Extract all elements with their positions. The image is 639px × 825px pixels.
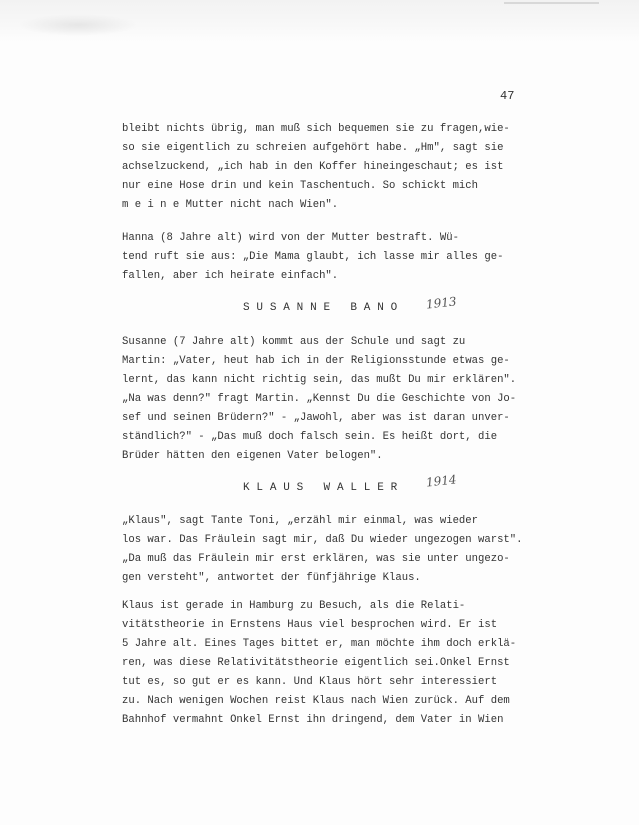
text-line: m e i n e Mutter nicht nach Wien". bbox=[122, 199, 339, 211]
text-line: „Na was denn?" fragt Martin. „Kennst Du die Geschichte von Jo- bbox=[122, 393, 517, 405]
text-line: nur eine Hose drin und kein Taschentuch. So schickt mich bbox=[122, 180, 479, 192]
scan-corner-mark bbox=[504, 2, 599, 4]
scan-smudge bbox=[18, 14, 138, 36]
text-line: Klaus ist gerade in Hamburg zu Besuch, als die Relati- bbox=[122, 600, 466, 612]
text-line: Susanne (7 Jahre alt) kommt aus der Schule und sagt zu bbox=[122, 336, 466, 348]
text-line: „Klaus", sagt Tante Toni, „erzähl mir einmal, was wieder bbox=[122, 515, 479, 527]
text-line: bleibt nichts übrig, man muß sich bequemen sie zu fragen,wie- bbox=[122, 123, 510, 135]
text-line: 5 Jahre alt. Eines Tages bittet er, man möchte ihm doch erklä- bbox=[122, 638, 517, 650]
text-line: sef und seinen Brüdern?" - „Jawohl, aber was ist daran unver- bbox=[122, 412, 510, 424]
paragraph-5 bbox=[122, 597, 522, 730]
section-heading-klaus-waller: KLAUS WALLER bbox=[243, 482, 405, 494]
paragraph-2 bbox=[122, 229, 522, 286]
text-line: Martin: „Vater, heut hab ich in der Religionsstunde etwas ge- bbox=[122, 355, 510, 367]
text-line: fallen, aber ich heirate einfach". bbox=[122, 270, 339, 282]
text-line: tend ruft sie aus: „Die Mama glaubt, ich lasse mir alles ge- bbox=[122, 251, 504, 263]
text-line: vitätstheorie in Ernstens Haus viel besprochen wird. Er ist bbox=[122, 619, 498, 631]
paragraph-4 bbox=[122, 512, 522, 588]
text-line: los war. Das Fräulein sagt mir, daß Du wieder ungezogen warst". bbox=[122, 534, 523, 546]
paragraph-3 bbox=[122, 333, 522, 466]
text-line: tut es, so gut er es kann. Und Klaus hört sehr interessiert bbox=[122, 676, 498, 688]
text-line: Hanna (8 Jahre alt) wird von der Mutter bestraft. Wü- bbox=[122, 232, 459, 244]
text-line: zu. Nach wenigen Wochen reist Klaus nach Wien zurück. Auf dem bbox=[122, 695, 510, 707]
text-line: ständlich?" - „Das muß doch falsch sein. Es heißt dort, die bbox=[122, 431, 498, 443]
handwritten-year-note: 1913 bbox=[425, 294, 458, 312]
text-line: lernt, das kann nicht richtig sein, das mußt Du mir erklären". bbox=[122, 374, 517, 386]
paragraph-1 bbox=[122, 120, 522, 215]
text-line: „Da muß das Fräulein mir erst erklären, was sie unter ungezo- bbox=[122, 553, 510, 565]
page-number: 47 bbox=[500, 89, 515, 103]
text-line: Brüder hätten den eigenen Vater belogen". bbox=[122, 450, 383, 462]
text-line: gen versteht", antwortet der fünfjährige Klaus. bbox=[122, 572, 421, 584]
handwritten-year-note: 1914 bbox=[425, 472, 458, 490]
section-heading-susanne-bano: SUSANNE BANO bbox=[243, 302, 405, 314]
text-line: achselzuckend, „ich hab in den Koffer hineingeschaut; es ist bbox=[122, 161, 504, 173]
text-line: Bahnhof vermahnt Onkel Ernst ihn dringend, dem Vater in Wien bbox=[122, 714, 504, 726]
text-line: ren, was diese Relativitätstheorie eigentlich sei.Onkel Ernst bbox=[122, 657, 510, 669]
text-line: so sie eigentlich zu schreien aufgehört habe. „Hm", sagt sie bbox=[122, 142, 504, 154]
